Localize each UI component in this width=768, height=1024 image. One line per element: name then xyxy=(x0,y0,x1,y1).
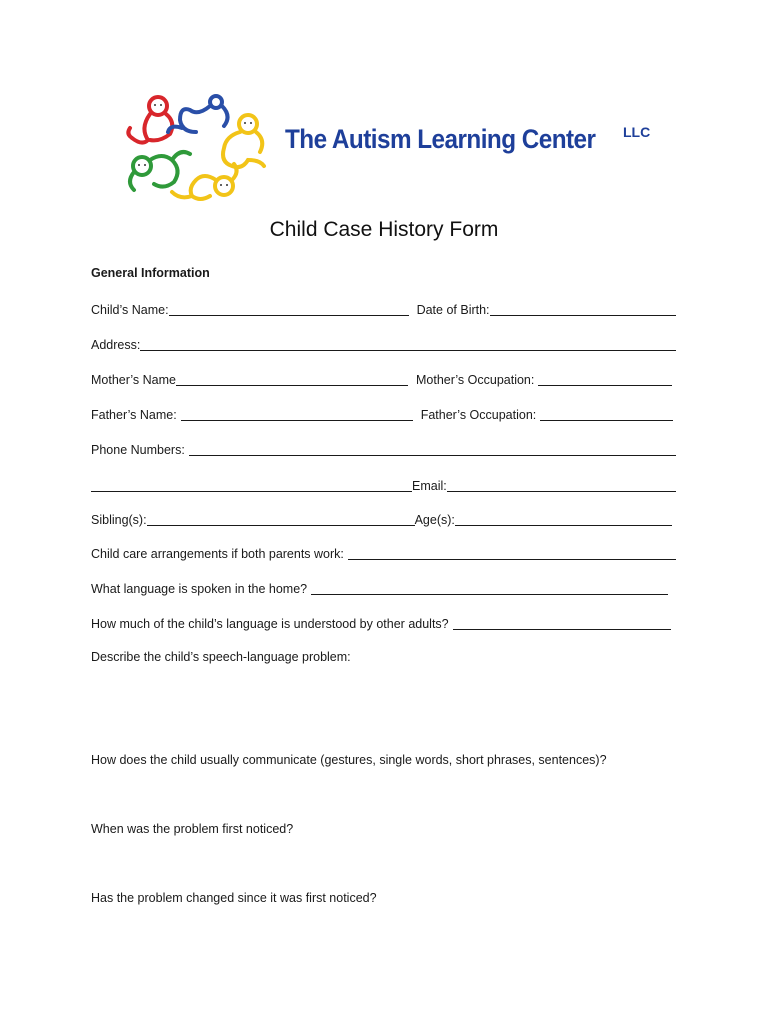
ages-label: Age(s): xyxy=(414,513,455,527)
form-row-language-understood xyxy=(91,614,676,632)
phone-numbers-field[interactable] xyxy=(189,441,676,456)
child-care-field[interactable] xyxy=(348,545,676,560)
phone-numbers-label: Phone Numbers: xyxy=(91,443,185,457)
mother-occupation-field[interactable] xyxy=(538,371,672,386)
form-row-child xyxy=(91,300,676,318)
phone-numbers-field-2[interactable] xyxy=(91,477,412,492)
form-row-father xyxy=(91,405,676,423)
siblings-label: Sibling(s): xyxy=(91,513,147,527)
language-understood-label: How much of the child’s language is understood by other adults? xyxy=(91,617,449,631)
section-heading: General Information xyxy=(91,266,210,280)
question-communication: How does the child usually communicate (gestures, single words, short phrases, sentences)? xyxy=(91,753,607,767)
puzzle-children-logo-icon xyxy=(120,88,270,203)
father-name-field[interactable] xyxy=(181,406,413,421)
date-of-birth-field[interactable] xyxy=(490,301,676,316)
form-row-phone xyxy=(91,440,676,458)
siblings-field[interactable] xyxy=(147,511,415,526)
father-name-label: Father’s Name: xyxy=(91,408,177,422)
ages-field[interactable] xyxy=(455,511,672,526)
email-field[interactable] xyxy=(447,477,676,492)
mother-name-label: Mother’s Name xyxy=(91,373,176,387)
father-occupation-label: Father’s Occupation: xyxy=(420,408,537,422)
question-first-noticed: When was the problem first noticed? xyxy=(91,822,294,836)
mother-name-field[interactable] xyxy=(176,371,408,386)
question-changed: Has the problem changed since it was first noticed? xyxy=(91,891,377,905)
form-title: Child Case History Form xyxy=(269,218,499,241)
form-row-child-care xyxy=(91,544,676,562)
form-row-email xyxy=(91,476,676,494)
language-understood-field[interactable] xyxy=(453,615,671,630)
father-occupation-field[interactable] xyxy=(540,406,673,421)
form-row-address xyxy=(91,335,676,353)
home-language-label: What language is spoken in the home? xyxy=(91,582,308,596)
child-name-label: Child’s Name: xyxy=(91,303,169,317)
address-field[interactable] xyxy=(140,336,676,351)
child-name-field[interactable] xyxy=(169,301,409,316)
organization-suffix: LLC xyxy=(623,124,651,140)
email-label: Email: xyxy=(412,479,447,493)
date-of-birth-label: Date of Birth: xyxy=(416,303,490,317)
question-speech-problem: Describe the child’s speech-language problem: xyxy=(91,650,351,664)
address-label: Address: xyxy=(91,338,141,352)
home-language-field[interactable] xyxy=(311,580,668,595)
child-care-label: Child care arrangements if both parents work: xyxy=(91,547,344,561)
form-row-home-language xyxy=(91,579,676,597)
form-row-mother xyxy=(91,370,676,388)
mother-occupation-label: Mother’s Occupation: xyxy=(416,373,535,387)
organization-name: The Autism Learning Center xyxy=(285,124,596,154)
form-row-siblings xyxy=(91,510,676,528)
